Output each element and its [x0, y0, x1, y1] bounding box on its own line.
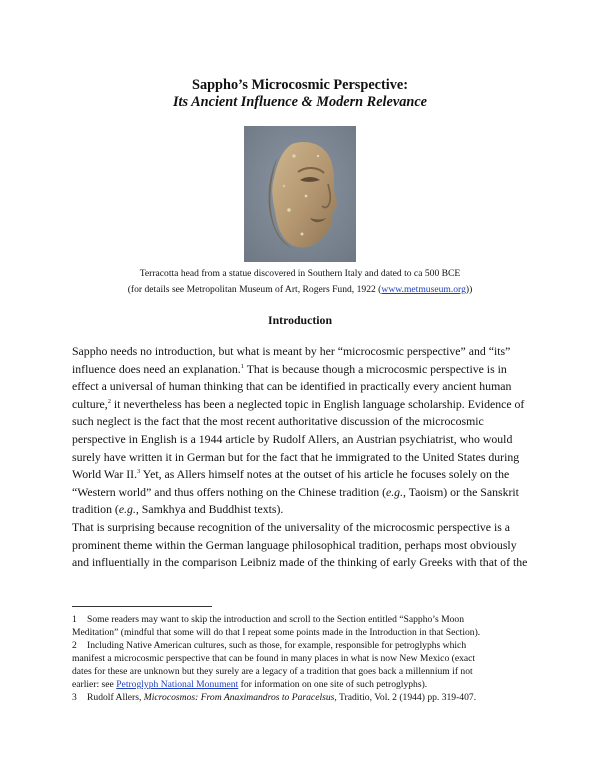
caption-text-before-link: (for details see Metropolitan Museum of Art, Rogers Fund, 1922 (	[127, 284, 382, 295]
paragraph-line: surely have written it in German but for the fact that he immigrated to the United States during	[72, 449, 520, 464]
paragraph-line: influence does need an explanation.$^1$ That is because though a microcosmic perspective is in	[72, 361, 507, 376]
document-subtitle: Its Ancient Influence & Modern Relevance	[172, 94, 428, 110]
footnote-ref-2[interactable]: 2	[107, 397, 111, 405]
paragraph-line: That is surprising because recognition of the universality of the microcosmic perspective is a	[72, 520, 510, 534]
paragraph-line: prominent theme within the German language philosophical tradition, perhaps most obviously	[72, 537, 517, 552]
petroglyph-monument-link[interactable]: Petroglyph National Monument	[116, 679, 239, 690]
footnote-number: 2	[72, 640, 77, 651]
paragraph-line: World War II.$^3$ Yet, as Allers himself notes at the outset of his article he focuses solely on the	[72, 467, 510, 482]
footnote-number: 3	[72, 692, 77, 703]
terracotta-head-image	[244, 126, 356, 262]
paragraph-line: tradition (e.g., Samkhya and Buddhist texts).	[72, 502, 284, 517]
terracotta-head-photo	[244, 126, 356, 262]
paragraph-line: such neglect is the fact that the most recent authoritative discussion of the microcosmic	[72, 414, 484, 429]
paragraph-line: and influentially in the comparison Leibniz made of the thinking of early Greeks with that of the	[72, 555, 528, 570]
paragraph-line: effect a universal of human thinking that can be identified in practically every ancient human	[72, 379, 512, 394]
section-heading-introduction: Introduction	[267, 313, 333, 327]
footnote-1: 1 Some readers may want to skip the introduction and scroll to the Section entitled “Sappho’s Moon Meditation” (mindful that some will do that I repeat some points made in the Introduction in that Section).	[72, 614, 481, 638]
footnote-number: 1	[72, 614, 77, 625]
paragraph-line: Sappho needs no introduction, but what is meant by her “microcosmic perspective” and “its”	[72, 344, 511, 358]
figure-caption-line1: Terracotta head from a statue discovered in Southern Italy and dated to ca 500 BCE	[139, 268, 461, 279]
document-title: Sappho’s Microcosmic Perspective:	[192, 77, 408, 93]
footnote-3: 3 Rudolf Allers, Microcosmos: From Anaximandros to Paracelsus, Traditio, Vol. 2 (1944) pp. 319-407.	[72, 692, 477, 703]
paragraph-1	[72, 343, 542, 519]
paragraph-2	[72, 519, 542, 572]
paragraph-line: culture,$^2$ it nevertheless has been a neglected topic in English language scholarship. Evidence of	[72, 396, 525, 411]
footnote-separator	[72, 606, 212, 607]
metmuseum-link[interactable]: www.metmuseum.org	[381, 284, 466, 295]
footnote-2: 2 Including Native American cultures, such as those, for example, responsible for petroglyphs which manifest a microcosmic perspective that can be found in many places in what is now New Mexico (exact dates for these are unknown but they surely are a legacy of a tradition that goes back a millennium if not earlier: see Petroglyph National Monument for information on one site of such petroglyphs).	[72, 640, 476, 690]
caption-text-after-link: ))	[465, 284, 473, 295]
figure-caption-line2	[0, 283, 600, 296]
footnote-ref-3[interactable]: 3	[137, 468, 141, 476]
cited-work-title: Microcosmos: From Anaximandros to Paracelsus	[143, 692, 335, 703]
paragraph-line: perspective in English is a 1944 article by Rudolf Allers, an Austrian psychiatrist, who would	[72, 431, 513, 446]
footnote-ref-1[interactable]: 1	[240, 362, 244, 370]
paragraph-line: “Western world” and thus offers nothing on the Chinese tradition (e.g., Taoism) or the Sanskrit	[72, 484, 519, 499]
